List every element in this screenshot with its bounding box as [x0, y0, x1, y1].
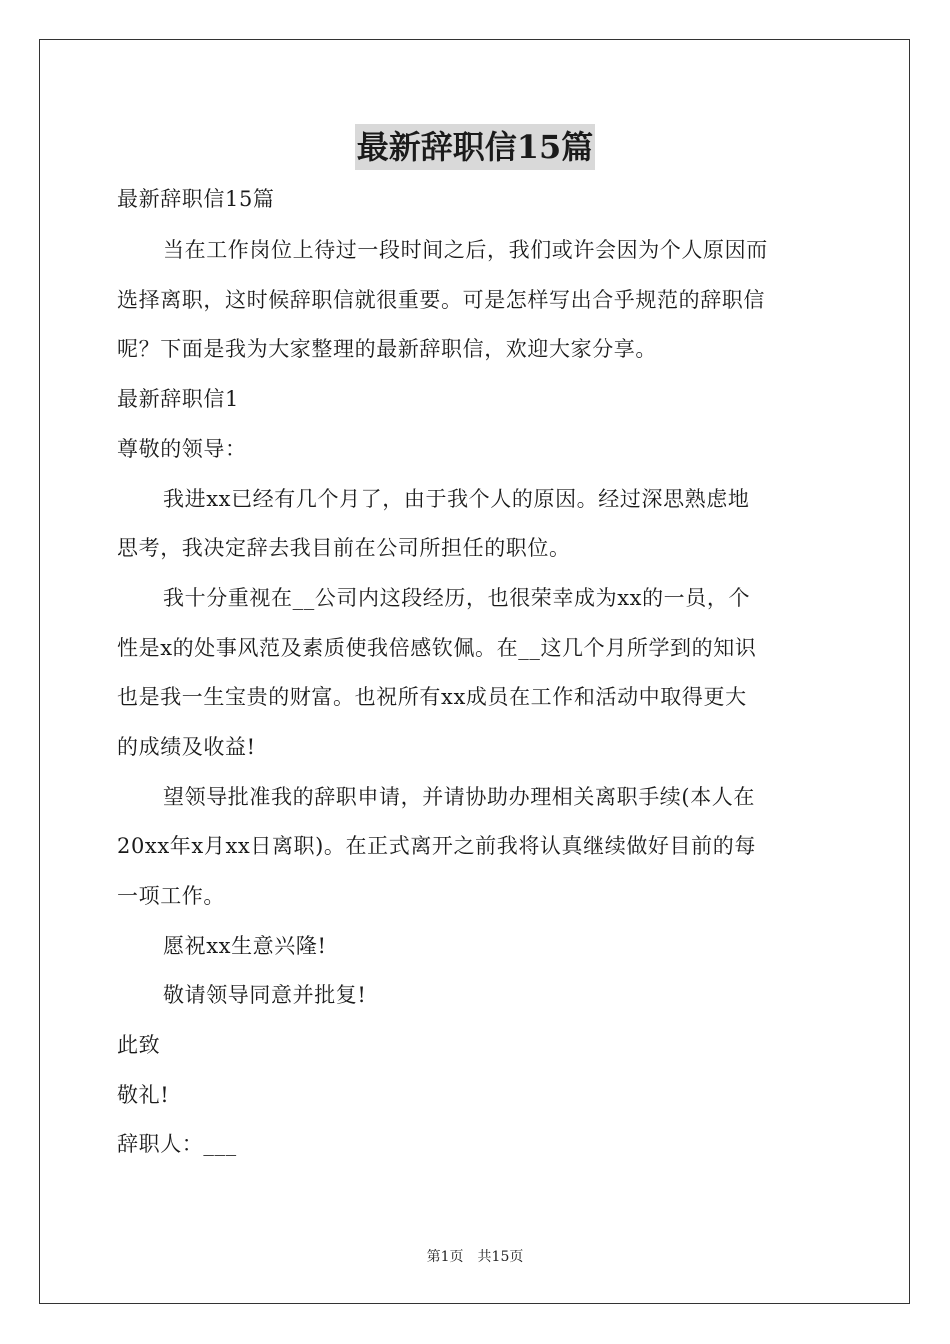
- body-line: 性是x的处事风范及素质使我倍感钦佩。在__这几个月所学到的知识: [117, 636, 757, 660]
- closing-line: 此致: [117, 1033, 161, 1057]
- page-footer: 第1页 共15页: [426, 1249, 524, 1265]
- body-line: 20xx年x月xx日离职)。在正式离开之前我将认真继续做好目前的每: [117, 834, 756, 858]
- body-line: 望领导批准我的辞职申请，并请协助办理相关离职手续(本人在: [163, 785, 755, 809]
- signature-line: 辞职人：___: [117, 1132, 237, 1156]
- body-line: 也是我一生宝贵的财富。也祝所有xx成员在工作和活动中取得更大: [117, 685, 747, 709]
- body-line: 我十分重视在__公司内这段经历，也很荣幸成为xx的一员，个: [163, 586, 751, 610]
- intro-line-1: 当在工作岗位上待过一段时间之后，我们或许会因为个人原因而: [163, 238, 768, 262]
- section-heading: 最新辞职信1: [117, 387, 239, 411]
- body-line: 愿祝xx生意兴隆!: [163, 934, 327, 958]
- title-container: [0, 124, 950, 170]
- body-line: 一项工作。: [117, 884, 225, 908]
- body-line: 敬请领导同意并批复!: [163, 983, 367, 1007]
- subtitle-line: 最新辞职信15篇: [117, 187, 275, 211]
- body-line: 的成绩及收益!: [117, 735, 256, 759]
- body-line: 思考，我决定辞去我目前在公司所担任的职位。: [117, 536, 571, 560]
- body-line: 我进xx已经有几个月了，由于我个人的原因。经过深思熟虑地: [163, 487, 750, 511]
- intro-line-3: 呢？下面是我为大家整理的最新辞职信，欢迎大家分享。: [117, 337, 657, 361]
- document-title: 最新辞职信15篇: [355, 124, 596, 170]
- closing-line: 敬礼!: [117, 1083, 170, 1107]
- page-border: [39, 39, 910, 1304]
- salutation: 尊敬的领导：: [117, 437, 247, 461]
- intro-line-2: 选择离职，这时候辞职信就很重要。可是怎样写出合乎规范的辞职信: [117, 288, 765, 312]
